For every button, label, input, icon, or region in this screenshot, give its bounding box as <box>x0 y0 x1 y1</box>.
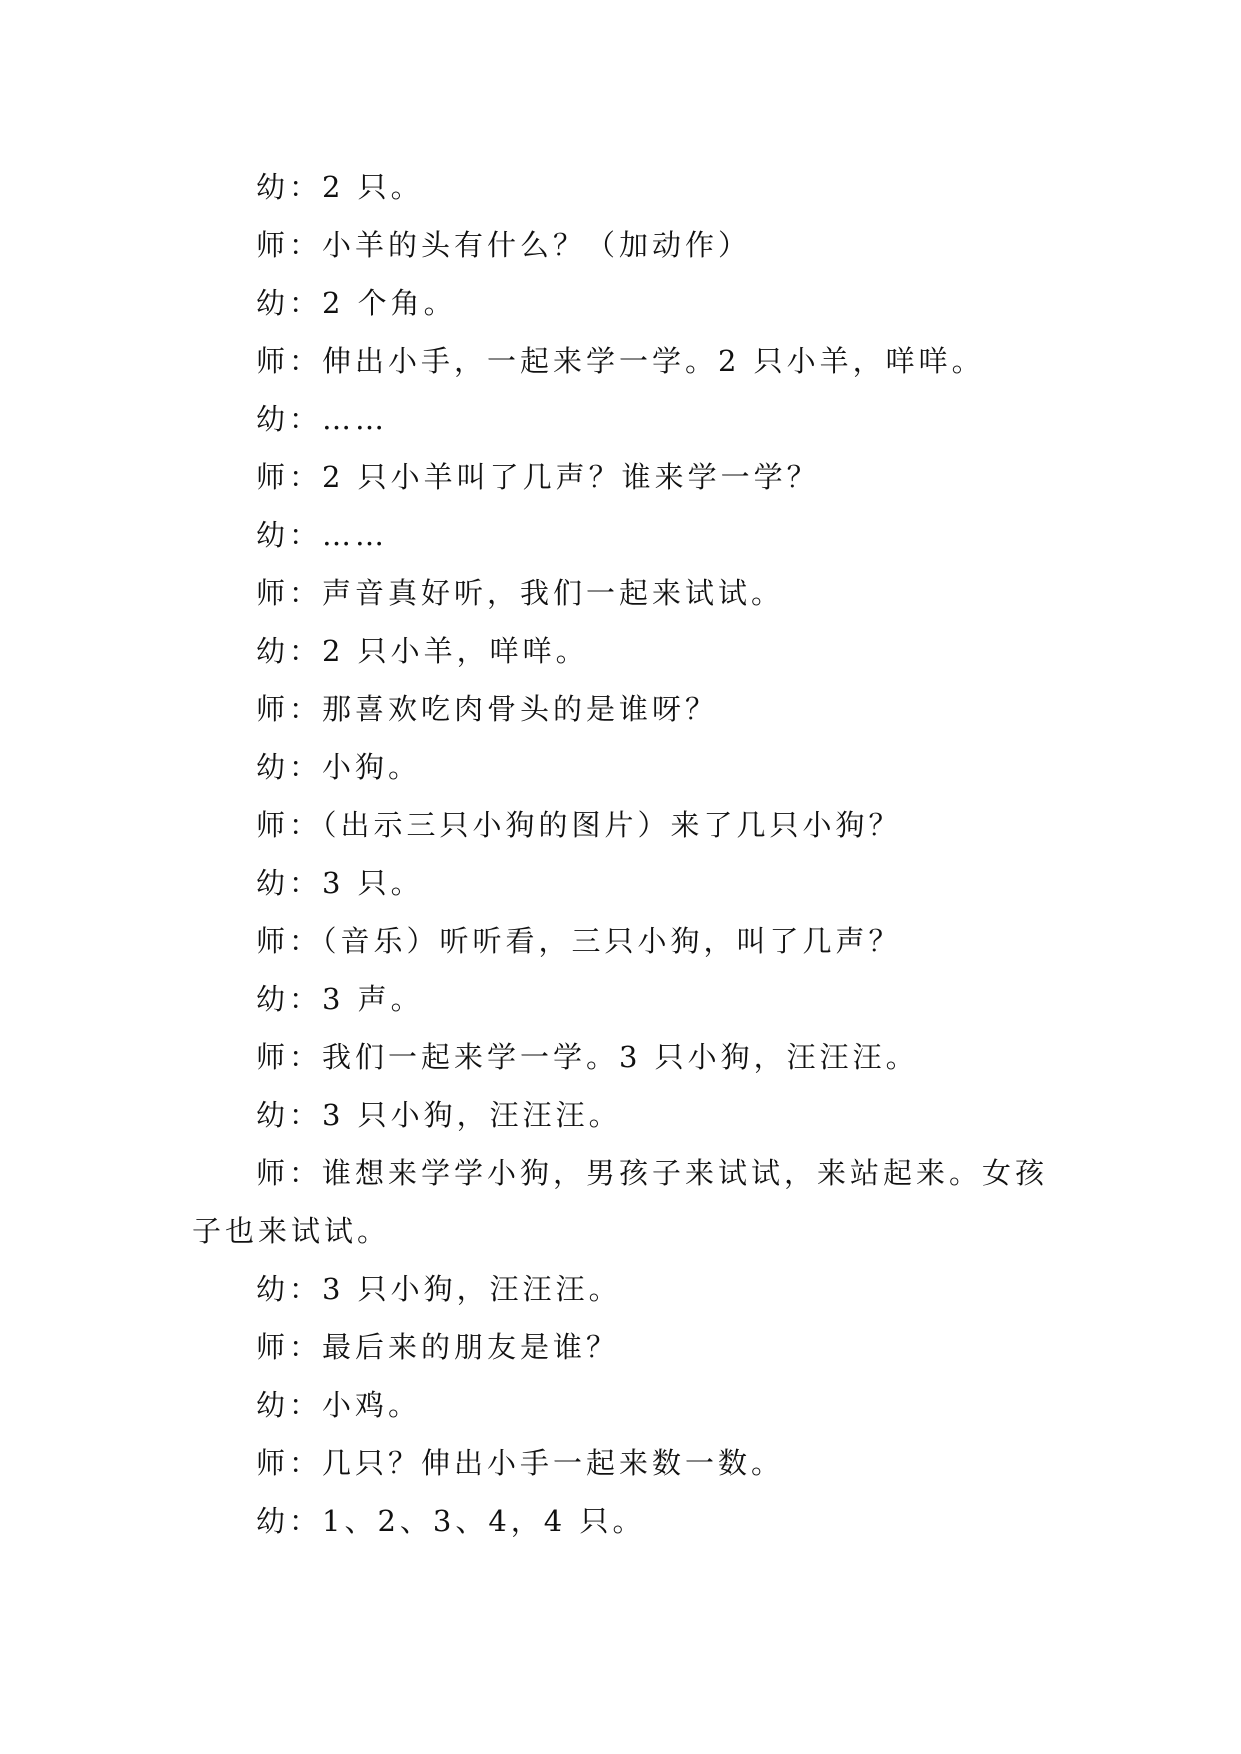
dialogue-line: 幼：3 只小狗，汪汪汪。 <box>256 1098 622 1132</box>
dialogue-line: 师：2 只小羊叫了几声？谁来学一学？ <box>256 460 820 494</box>
dialogue-line: 师：声音真好听，我们一起来试试。 <box>256 576 785 610</box>
dialogue-line: 幼：小鸡。 <box>256 1388 422 1422</box>
dialogue-line: 幼：3 声。 <box>256 982 424 1016</box>
dialogue-line: 师：最后来的朋友是谁？ <box>256 1330 620 1364</box>
dialogue-line: 幼：2 只小羊，咩咩。 <box>256 634 589 668</box>
dialogue-line: 幼：…… <box>256 518 389 552</box>
dialogue-text <box>192 158 1052 1550</box>
dialogue-line: 师：小羊的头有什么？（加动作） <box>256 228 752 262</box>
dialogue-line-continuation: 子也来试试。 <box>192 1214 391 1248</box>
dialogue-line: 幼：3 只。 <box>256 866 424 900</box>
dialogue-line: 师：（音乐）听听看，三只小狗，叫了几声？ <box>256 924 902 958</box>
dialogue-line: 幼：1、2、3、4，4 只。 <box>256 1504 646 1538</box>
dialogue-line: 幼：…… <box>256 402 389 436</box>
dialogue-line: 幼：2 只。 <box>256 170 424 204</box>
dialogue-line: 幼：2 个角。 <box>256 286 457 320</box>
dialogue-line: 幼：小狗。 <box>256 750 422 784</box>
dialogue-line: 师：那喜欢吃肉骨头的是谁呀？ <box>256 692 719 726</box>
dialogue-line: 师：谁想来学学小狗，男孩子来试试，来站起来。女孩 <box>256 1156 1049 1190</box>
dialogue-line: 幼：3 只小狗，汪汪汪。 <box>256 1272 622 1306</box>
dialogue-line: 师：伸出小手，一起来学一学。2 只小羊，咩咩。 <box>256 344 985 378</box>
dialogue-line: 师：我们一起来学一学。3 只小狗，汪汪汪。 <box>256 1040 919 1074</box>
dialogue-line: 师：（出示三只小狗的图片）来了几只小狗？ <box>256 808 902 842</box>
dialogue-line: 师：几只？伸出小手一起来数一数。 <box>256 1446 785 1480</box>
